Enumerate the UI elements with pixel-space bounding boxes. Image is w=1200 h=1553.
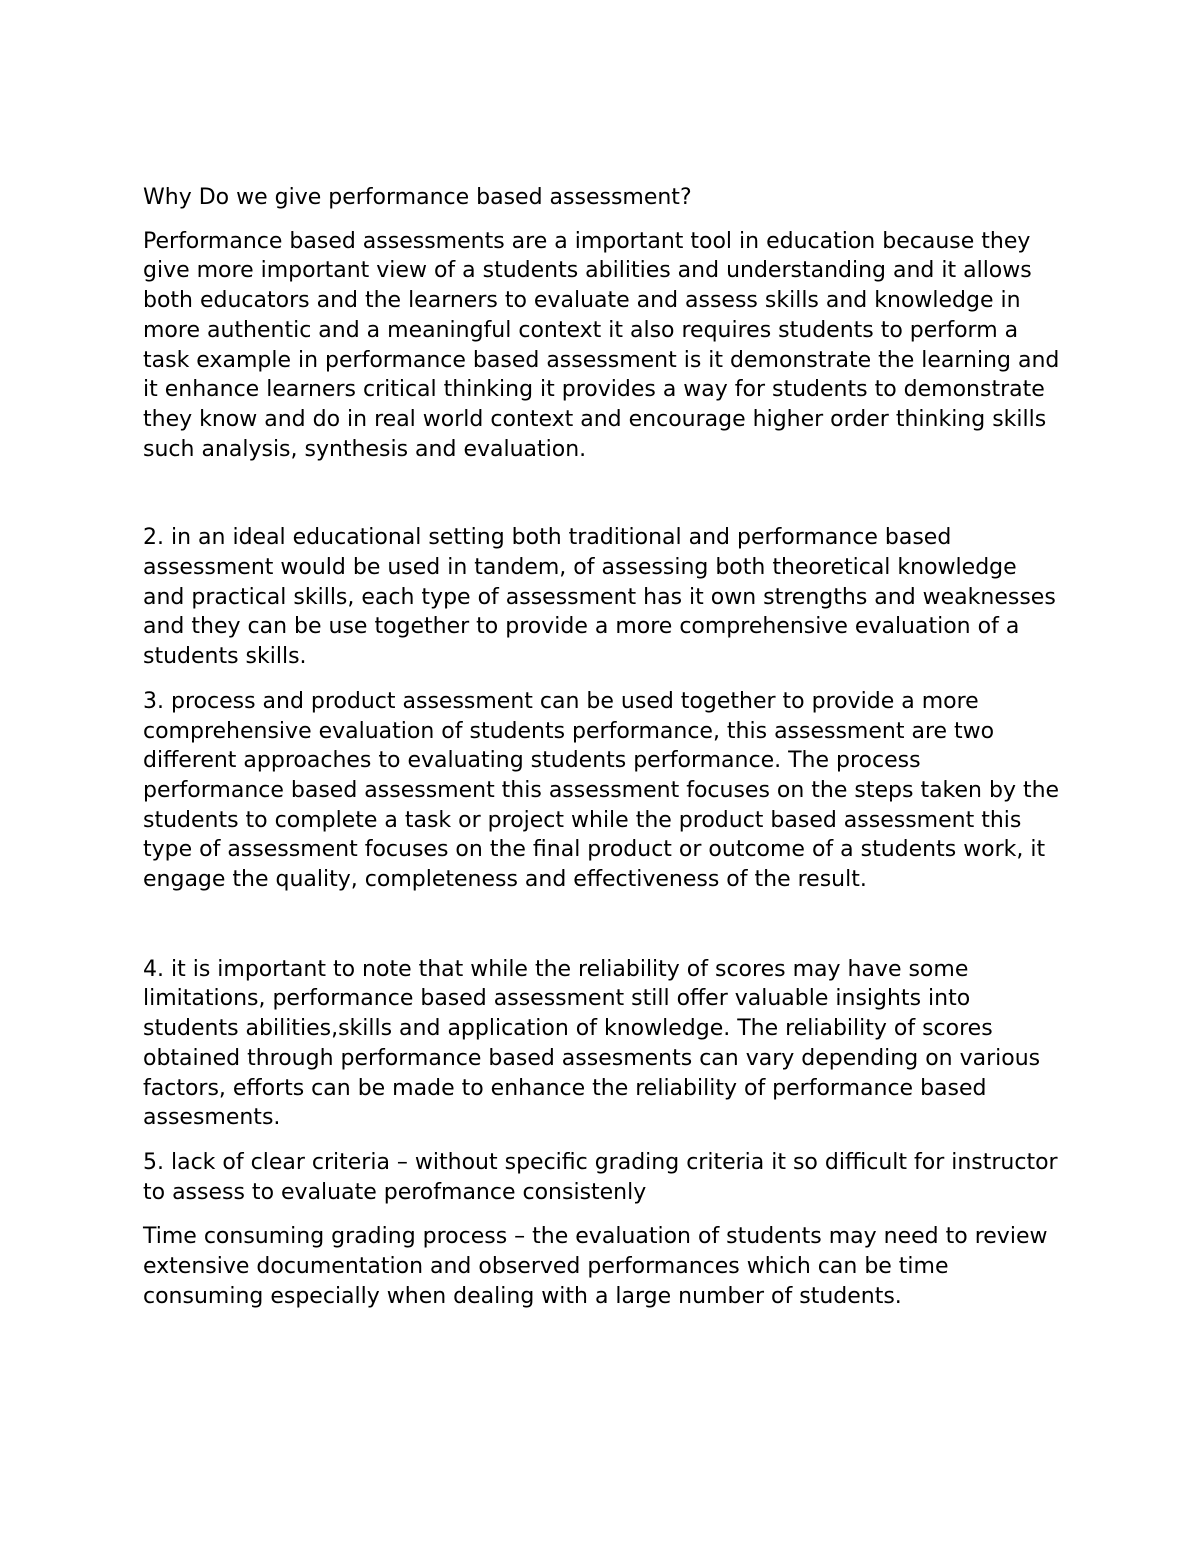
paragraph-5: 5. lack of clear criteria – without specific grading criteria it so difficult for instructor to assess to evaluate perofmance consistenly [143, 1149, 1058, 1205]
paragraph-2: 2. in an ideal educational setting both traditional and performance based assessment would be used in tandem, of assessing both theoretical knowledge and practical skills, each type of assessment has it own strengths and weaknesses and they can be use together to provide a more comprehensive evaluation of a students skills. [143, 525, 1056, 670]
blank-line [143, 479, 1063, 523]
document-title: Why Do we give performance based assessment? [143, 185, 692, 210]
paragraph-time-consuming: Time consuming grading process – the evaluation of students may need to review extensive documentation and observed performances which can be time consuming especially when dealing with a large number of students. [143, 1224, 1048, 1309]
blank-line [143, 910, 1063, 955]
paragraph-3: 3. process and product assessment can be used together to provide a more comprehensive evaluation of students performance, this assessment are two different approaches to evaluating students performance. The process performance based assessment this assessment focuses on the steps taken by the students to complete a task or project while the product based assessment this type of assessment focuses on the final product or outcome of a students work, it engage the quality, completeness and effectiveness of the result. [143, 688, 1060, 893]
document-body [143, 183, 1063, 1327]
paragraph-4: 4. it is important to note that while the reliability of scores may have some limitations, performance based assessment still offer valuable insights into students abilities,skills and application of knowledge. The reliability of scores obtained through performance based assesments can vary depending on various factors, efforts can be made to enhance the reliability of performance based assesments. [143, 956, 1041, 1131]
paragraph-intro: Performance based assessments are a important tool in education because they give more important view of a students abilities and understanding and it allows both educators and the learners to evaluate and assess skills and knowledge in more authentic and a meaningful context it also requires students to perform a task example in performance based assessment is it demonstrate the learning and it enhance learners critical thinking it provides a way for students to demonstrate they know and do in real world context and encourage higher order thinking skills such analysis, synthesis and evaluation. [143, 228, 1060, 462]
